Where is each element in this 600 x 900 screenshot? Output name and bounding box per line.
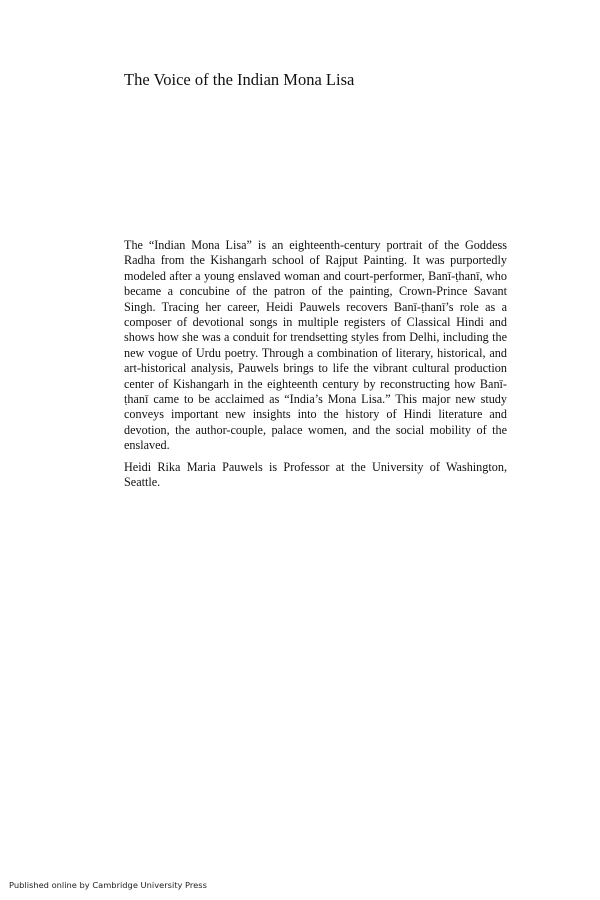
book-description: The “Indian Mona Lisa” is an eighteenth-century portrait of the Goddess Radha from the Kishangarh school of Rajput Painting. It was purportedly modeled after a young enslaved woman and court-performer, Banī-ṭhanī, who became a concubine of the patron of the painting, Crown-Prince Savant Singh. Tracing her career, Heidi Pauwels recovers Banī-ṭhanī’s role as a composer of devotional songs in multiple registers of Classical Hindi and shows how she was a conduit for trendsetting styles from Delhi, including the new vogue of Urdu poetry. Through a combination of literary, historical, and art-historical analysis, Pauwels brings to life the vibrant cultural production center of Kishangarh in the eighteenth century by reconstructing how Banī-ṭhanī came to be acclaimed as “India’s Mona Lisa.” This major new study conveys important new insights into the history of Hindi literature and devotion, the author-couple, palace women, and the social mobility of the enslaved.	[124, 238, 507, 453]
book-title: The Voice of the Indian Mona Lisa	[124, 70, 355, 89]
author-bio: Heidi Rika Maria Pauwels is Professor at the University of Washington, Seattle.	[124, 460, 507, 490]
publisher-footer-note: Published online by Cambridge University Press	[9, 880, 207, 890]
